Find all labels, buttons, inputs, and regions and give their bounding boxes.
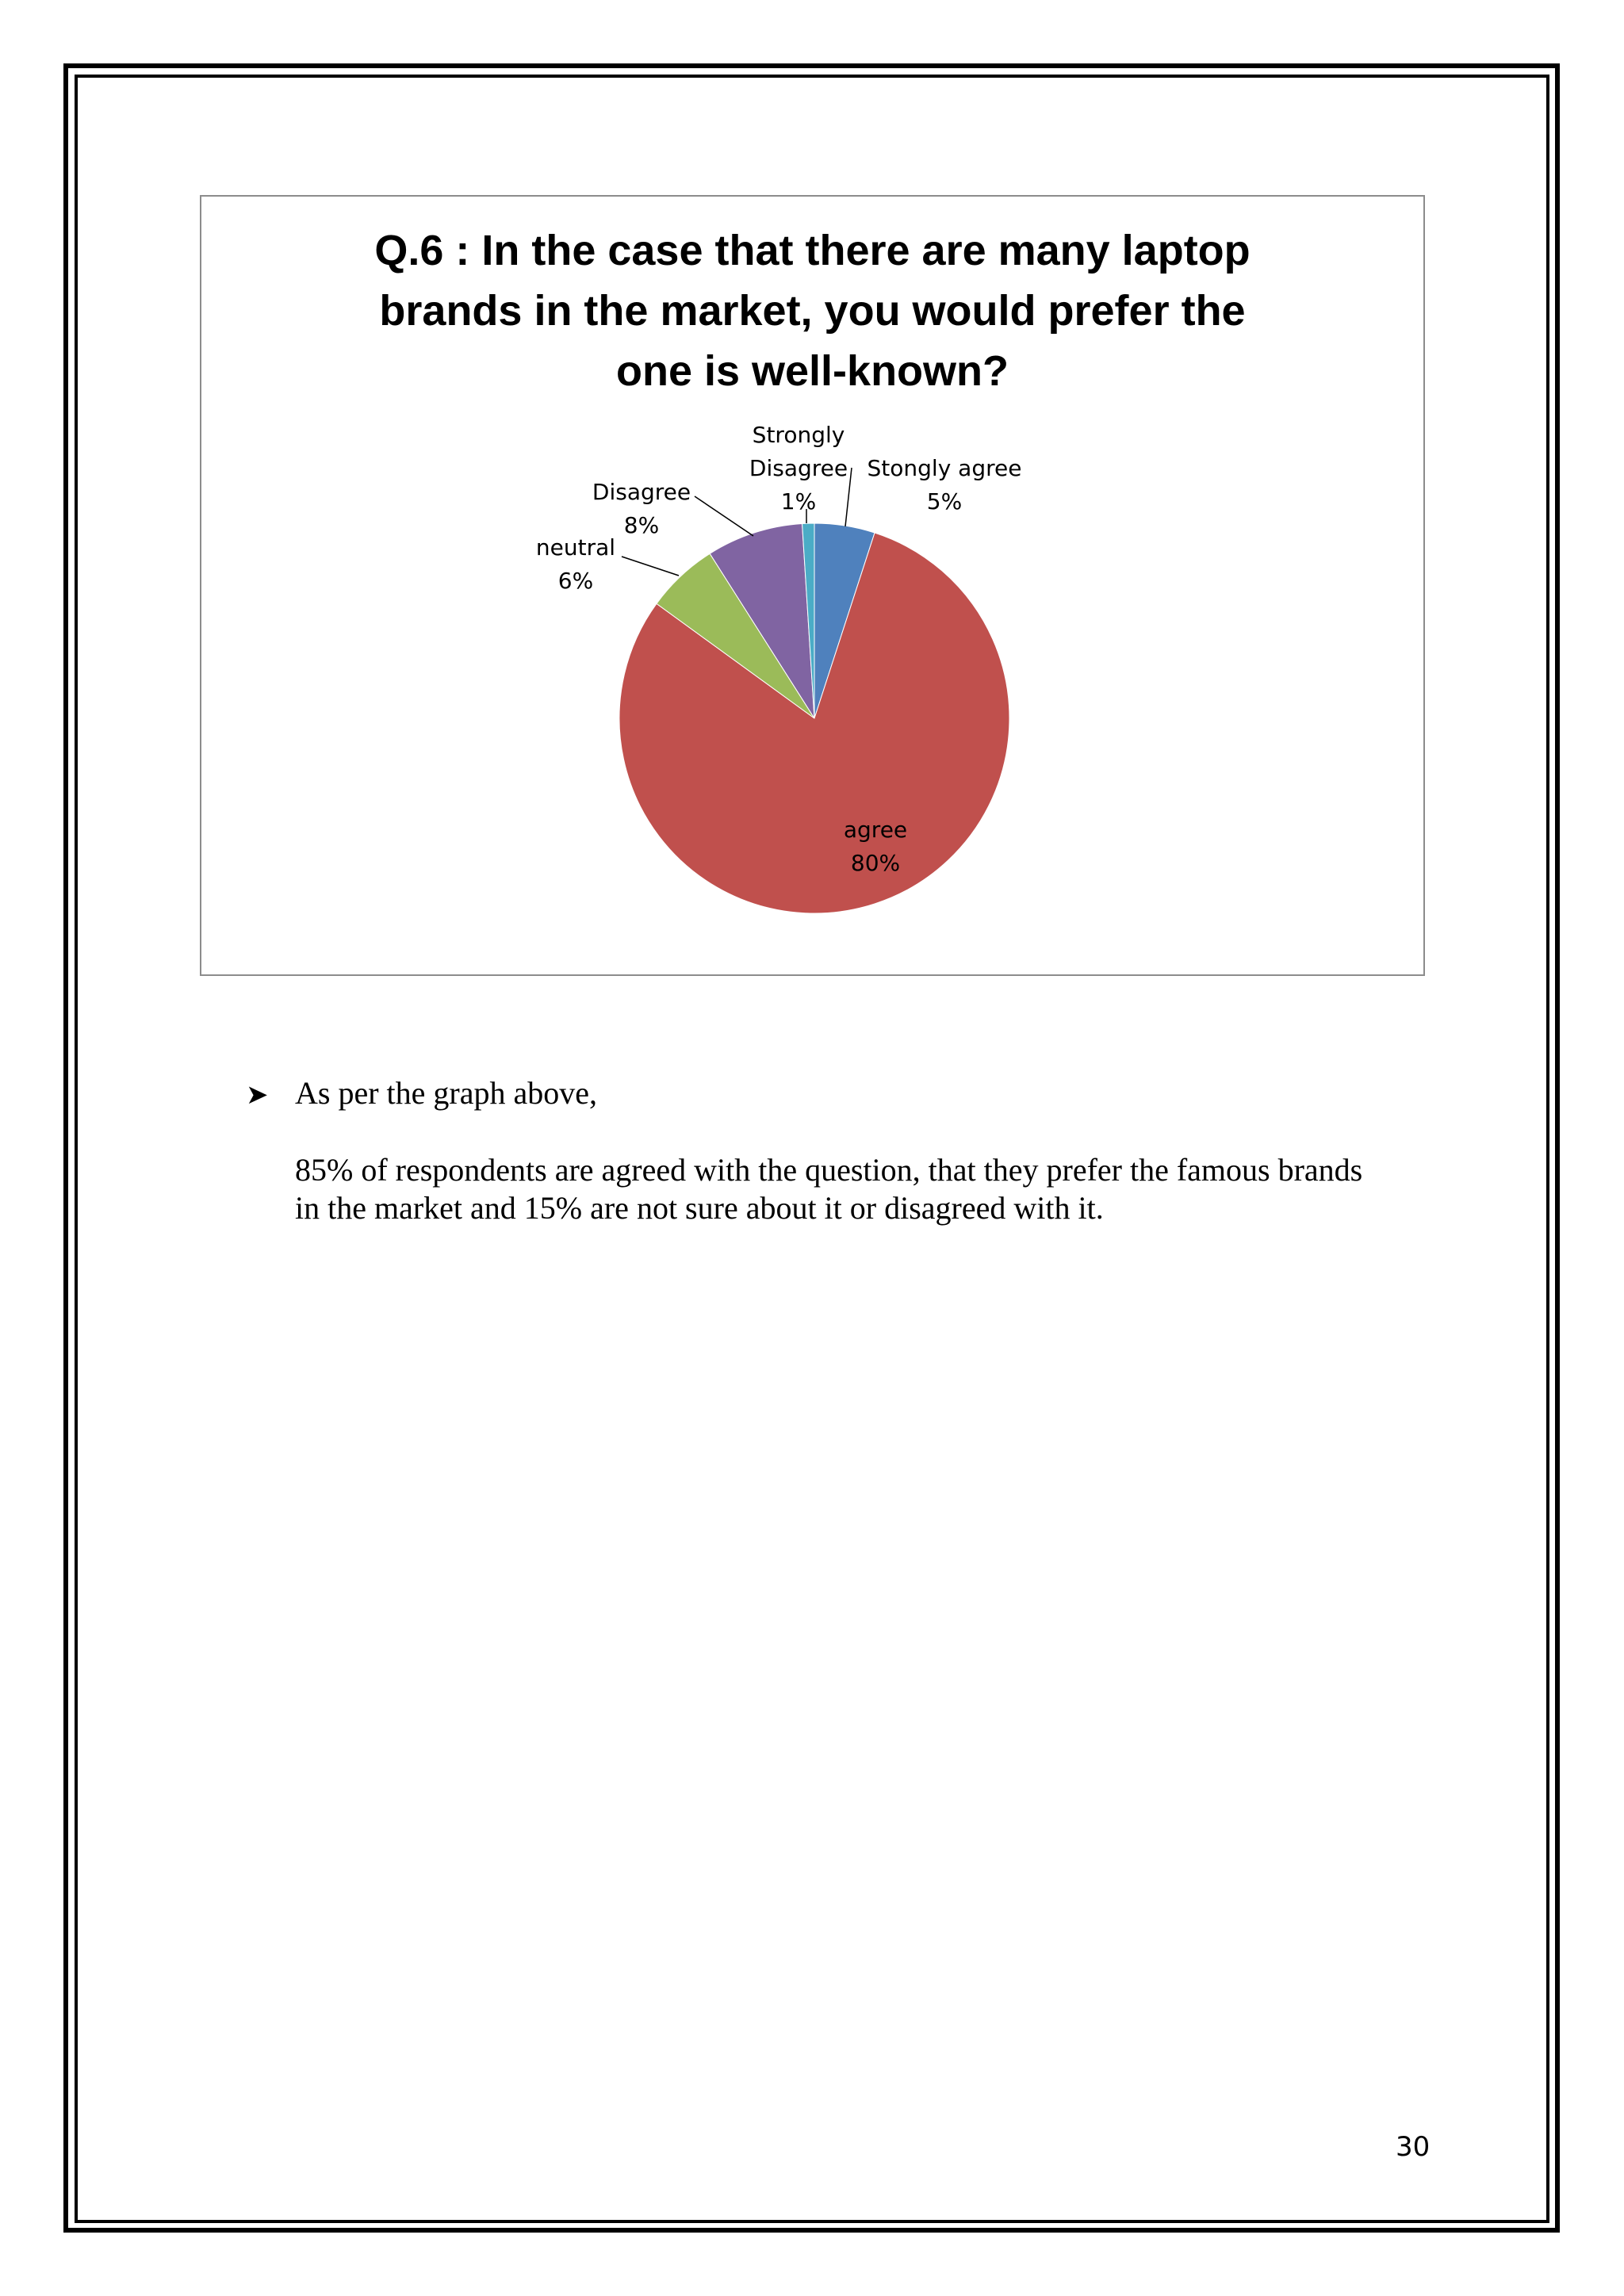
chart-title-line: one is well-known? bbox=[615, 347, 1009, 395]
data-label-neutral: neutral 6% bbox=[535, 534, 616, 594]
pie-chart bbox=[201, 197, 1423, 974]
chart-title-line: Q.6 : In the case that there are many laptop bbox=[374, 227, 1251, 274]
arrow-bullet-icon: ➤ bbox=[246, 1081, 269, 1110]
paragraph-line: 85% of respondents are agreed with the question, that they prefer the famous brands bbox=[295, 1152, 1363, 1188]
data-label-stongly-agree: Stongly agree 5% bbox=[867, 455, 1022, 515]
bullet-text: As per the graph above, bbox=[295, 1075, 597, 1111]
bullet-item bbox=[246, 1074, 597, 1112]
leader-line bbox=[622, 557, 679, 576]
data-label-agree: agree 80% bbox=[843, 817, 908, 876]
chart-title-line: brands in the market, you would prefer the bbox=[379, 287, 1246, 335]
data-label-disagree: Disagree 8% bbox=[592, 479, 691, 538]
leader-line bbox=[695, 496, 753, 536]
data-label-strongly-disagree: Strongly Disagree 1% bbox=[749, 422, 848, 515]
paragraph-line: in the market and 15% are not sure about it or disagreed with it. bbox=[295, 1190, 1104, 1226]
summary-paragraph bbox=[295, 1151, 1421, 1227]
page-number: 30 bbox=[1396, 2131, 1431, 2163]
chart-container bbox=[200, 195, 1425, 976]
